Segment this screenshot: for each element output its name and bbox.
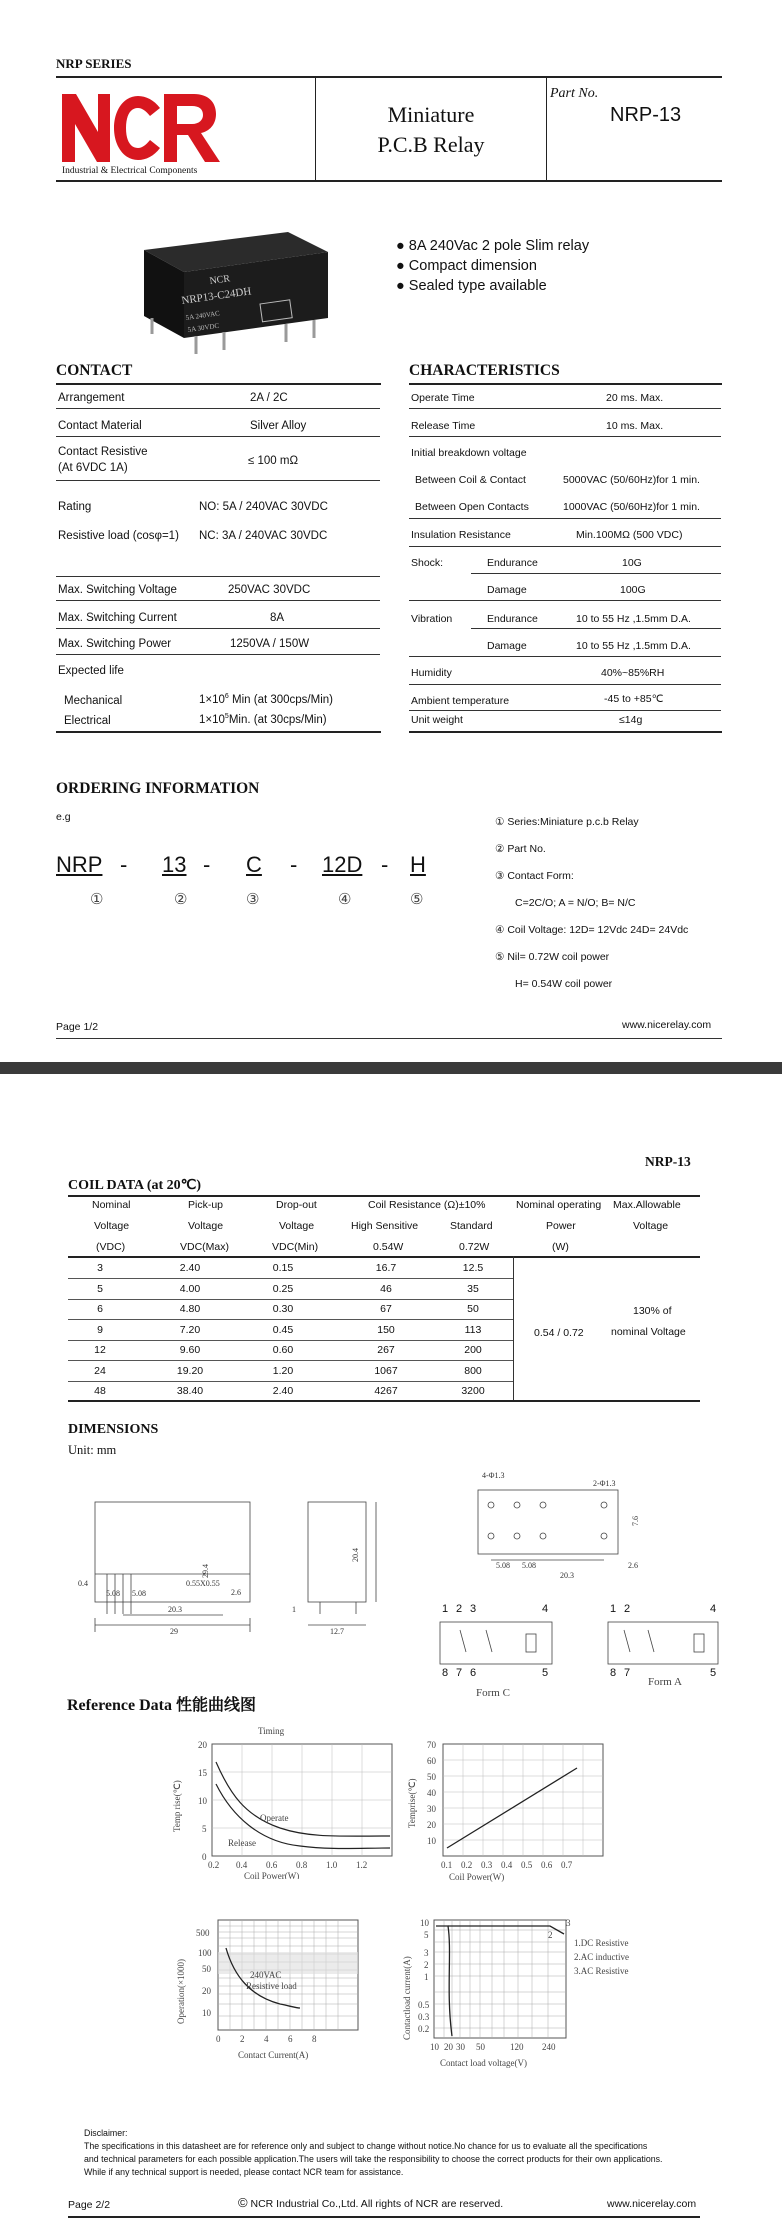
table-row (68, 1361, 513, 1382)
coil-head: 0.54W (373, 1241, 404, 1253)
svg-text:0.5: 0.5 (418, 2000, 430, 2010)
svg-text:1.0: 1.0 (326, 1860, 338, 1870)
svg-text:0.3: 0.3 (418, 2012, 430, 2022)
coil-head: Nominal operating (516, 1199, 602, 1211)
table-cell: 2.40 (272, 1385, 294, 1397)
page2-part: NRP-13 (645, 1154, 691, 1169)
graph-temprise (405, 1734, 615, 1884)
code-num: ① (90, 891, 104, 908)
coil-head: Max.Allowable (613, 1199, 681, 1211)
copyright-icon: © (238, 2195, 248, 2210)
graph1-title: Timing (258, 1726, 285, 1736)
page-divider (0, 1062, 782, 1074)
graph3-ylabel: Operation(×1000) (176, 1958, 186, 2024)
contact-value: 8A (270, 612, 285, 624)
code-voltage: 12D (322, 852, 363, 877)
relay-marking-rating2: 5A 30VDC (187, 321, 220, 334)
char-value: 20 ms. Max. (606, 392, 664, 404)
code-num: ④ (338, 891, 352, 908)
table-cell: 7.20 (179, 1323, 201, 1336)
char-value: Min.100MΩ (500 VDC) (576, 529, 683, 541)
eg-label: e.g (56, 811, 71, 823)
graph3-xlabel: Contact Current(A) (238, 2050, 309, 2060)
contact-label: Max. Switching Current (58, 612, 177, 624)
dimension-drawing (68, 1462, 728, 1712)
order-note: ⑤ Nil= 0.72W coil power (495, 951, 610, 963)
table-row (68, 1320, 513, 1341)
ncr-logo (56, 88, 246, 168)
pin-label: 8 (610, 1667, 617, 1679)
pin-label: 1 (610, 1603, 617, 1615)
svg-text:5: 5 (424, 1930, 429, 1940)
feature-list (396, 236, 589, 296)
coil-power-value: 0.54 / 0.72 (534, 1327, 584, 1339)
disclaimer-title: Disclaimer: (84, 2128, 128, 2138)
dim-front-w2: 29 (170, 1627, 178, 1636)
table-row (68, 1279, 513, 1300)
pin-label: 5 (542, 1667, 549, 1679)
svg-text:0.2: 0.2 (208, 1860, 220, 1870)
char-label: Shock: (411, 557, 444, 569)
char-value: 40%~85%RH (601, 667, 665, 679)
table-cell: 0.30 (272, 1303, 294, 1315)
pin-label: 7 (456, 1667, 463, 1679)
pin-label: 2 (624, 1603, 631, 1615)
dim-side-height: 20.4 (351, 1548, 360, 1562)
svg-text:0: 0 (202, 1852, 207, 1862)
table-cell: 0.45 (272, 1323, 294, 1336)
svg-text:500: 500 (196, 1928, 210, 1938)
char-label: Unit weight (411, 714, 463, 726)
graph4-curve-2: 2 (548, 1930, 553, 1940)
feature-item: ● 8A 240Vac 2 pole Slim relay (396, 238, 590, 254)
svg-text:2.AC inductive: 2.AC inductive (574, 1952, 629, 1962)
table-cell: 2.40 (179, 1262, 201, 1274)
pcb-dim-a: 5.08 (496, 1561, 510, 1570)
code-dash: - (381, 852, 389, 877)
coil-head: Voltage (633, 1220, 669, 1232)
part-no-value: NRP-13 (610, 104, 682, 126)
relay-marking-model: NRP13-C24DH (180, 285, 253, 307)
characteristics-heading: CHARACTERISTICS (409, 362, 560, 379)
contact-value: NC: 3A / 240VAC 30VDC (199, 530, 328, 542)
char-label: Insulation Resistance (411, 529, 511, 541)
dimensions-heading: DIMENSIONS (68, 1422, 159, 1437)
svg-text:3.AC Resistive: 3.AC Resistive (574, 1966, 629, 1976)
coil-heading: COIL DATA (at 20℃) (68, 1178, 202, 1193)
svg-text:40: 40 (427, 1788, 436, 1798)
contact-label: Contact Resistive (58, 446, 148, 458)
svg-text:1: 1 (424, 1972, 429, 1982)
feature-item: ● Sealed type available (396, 278, 547, 294)
table-row (68, 1381, 513, 1401)
code-dash: - (290, 852, 298, 877)
code-series: NRP (56, 852, 103, 877)
graph4-legend (574, 1938, 629, 1976)
pin-label: 4 (710, 1603, 717, 1615)
graph1-release-label: Release (228, 1838, 256, 1848)
code-dash: - (120, 852, 128, 877)
svg-text:0.6: 0.6 (541, 1860, 553, 1870)
coil-head: Voltage (188, 1220, 224, 1232)
pcb-hole-label: 4-Φ1.3 (482, 1471, 505, 1480)
logo-tagline: Industrial & Electrical Components (62, 166, 198, 176)
contact-value: 250VAC 30VDC (228, 584, 311, 596)
table-cell: 50 (467, 1303, 479, 1315)
svg-text:1.DC Resistive: 1.DC Resistive (574, 1938, 629, 1948)
graph4-xticks (430, 2042, 556, 2052)
svg-text:0.1: 0.1 (441, 1860, 453, 1870)
contact-label: Resistive load (cosφ=1) (58, 530, 179, 542)
page-2 (0, 1074, 782, 2237)
graph-operations (170, 1912, 380, 2062)
char-sub: Endurance (487, 613, 538, 625)
coil-head: Nominal (92, 1199, 131, 1211)
char-label: Vibration (411, 613, 453, 625)
coil-max-value: nominal Voltage (611, 1326, 686, 1338)
pcb-dim-c: 20.3 (560, 1571, 574, 1580)
graph1-yticks (198, 1740, 208, 1862)
svg-text:8: 8 (312, 2034, 317, 2044)
table-cell: 35 (467, 1282, 479, 1295)
table-cell: 4267 (374, 1385, 398, 1397)
code-form: C (246, 852, 262, 877)
table-cell: 12.5 (462, 1262, 484, 1274)
contact-value: NO: 5A / 240VAC 30VDC (199, 501, 328, 513)
ordering-notes (495, 809, 688, 998)
pin-label: 5 (710, 1667, 717, 1679)
part-no-label: Part No. (550, 86, 599, 101)
svg-text:1.2: 1.2 (356, 1860, 368, 1870)
contact-label: Contact Material (58, 420, 142, 432)
graph4-xlabel: Contact load voltage(V) (440, 2058, 527, 2068)
graph2-yticks (427, 1740, 437, 1846)
svg-text:0.2: 0.2 (461, 1860, 473, 1870)
graph4-ylabel: Contactload current(A) (402, 1956, 412, 2040)
table-cell: 24 (94, 1364, 106, 1377)
series-title: NRP SERIES (56, 56, 132, 71)
char-value: -45 to +85℃ (604, 693, 664, 705)
table-cell: 267 (377, 1344, 395, 1356)
char-value: 100G (620, 584, 646, 596)
char-sub: Damage (487, 640, 527, 652)
svg-text:2: 2 (240, 2034, 245, 2044)
coil-head: Coil Resistance (Ω)±10% (368, 1199, 486, 1211)
table-cell: 4.00 (179, 1282, 201, 1295)
char-label: Between Open Contacts (415, 501, 529, 513)
graph1-xticks (208, 1860, 367, 1870)
table-cell: 1067 (374, 1364, 398, 1377)
page2-footer-copyright: © NCR Industrial Co.,Ltd. All rights of NCR are reserved. (238, 2195, 504, 2210)
dimensions-unit: Unit: mm (68, 1443, 117, 1457)
form-a-label: Form A (648, 1676, 682, 1688)
product-title-line2: P.C.B Relay (377, 132, 485, 157)
table-cell: 1.20 (272, 1364, 294, 1377)
page2-footer-page: Page 2/2 (68, 2199, 111, 2211)
ordering-heading: ORDERING INFORMATION (56, 780, 260, 797)
page1-footer-url: www.nicerelay.com (622, 1019, 712, 1031)
table-cell: 0.15 (272, 1262, 294, 1274)
svg-text:0.8: 0.8 (296, 1860, 308, 1870)
table-cell: 150 (377, 1323, 395, 1336)
feature-item: ● Compact dimension (396, 258, 537, 274)
order-note: ① Series:Miniature p.c.b Relay (495, 816, 639, 828)
svg-text:70: 70 (427, 1740, 436, 1750)
graph4-yticks (418, 1918, 430, 2034)
coil-head: 0.72W (459, 1241, 490, 1253)
graph2-xlabel: Coil Power(W) (449, 1872, 505, 1882)
table-cell: 9.60 (179, 1344, 201, 1356)
page2-footer-url: www.nicerelay.com (607, 2198, 697, 2210)
svg-text:60: 60 (427, 1756, 436, 1766)
char-label: Between Coil & Contact (415, 474, 526, 486)
table-cell: 0.25 (272, 1282, 294, 1295)
contact-value: Silver Alloy (250, 420, 307, 432)
disclaimer (84, 2127, 724, 2179)
dim-front-w1: 20.3 (168, 1605, 182, 1614)
pcb-dim-d: 7.6 (631, 1516, 640, 1526)
pin-label: 2 (456, 1603, 463, 1615)
char-value: 10 to 55 Hz ,1.5mm D.A. (576, 640, 691, 652)
coil-head: VDC(Min) (272, 1241, 319, 1253)
contact-value: $1\times 10^5Min$. (at 30cps/Min) (199, 713, 327, 726)
char-value: 10G (622, 557, 642, 569)
dim-pitch1: 5.08 (106, 1589, 120, 1598)
product-title-line1: Miniature (387, 102, 475, 127)
code-dash: - (203, 852, 211, 877)
svg-text:10: 10 (198, 1796, 207, 1806)
char-label: Operate Time (411, 392, 475, 404)
order-note: H= 0.54W coil power (515, 978, 613, 990)
graph4-curve-3: 3 (566, 1918, 571, 1928)
svg-text:0: 0 (216, 2034, 221, 2044)
contact-label: Expected life (58, 665, 124, 677)
form-c-label: Form C (476, 1687, 510, 1699)
coil-head: Drop-out (276, 1199, 317, 1211)
coil-head: (VDC) (96, 1241, 126, 1253)
order-note: ④ Coil Voltage: 12D= 12Vdc 24D= 24Vdc (495, 924, 689, 936)
graph-timing (170, 1724, 410, 1879)
svg-text:20: 20 (427, 1820, 436, 1830)
pin-label: 3 (470, 1603, 477, 1615)
table-cell: 0.60 (272, 1344, 294, 1356)
code-num: ② (174, 891, 188, 908)
pin-label: 7 (624, 1667, 631, 1679)
coil-head: Voltage (94, 1220, 130, 1232)
table-cell: 12 (94, 1344, 106, 1356)
pin-label: 8 (442, 1667, 449, 1679)
char-sub: Damage (487, 584, 527, 596)
svg-text:10: 10 (430, 2042, 439, 2052)
graph3-yticks (196, 1928, 212, 2018)
table-row (68, 1299, 513, 1320)
graph-load-current (400, 1912, 680, 2072)
table-cell: 3 (97, 1262, 103, 1274)
graph3-xticks (216, 2034, 317, 2044)
code-power: H (410, 852, 426, 877)
table-cell: 38.40 (176, 1385, 204, 1397)
dim-pin-c: 2.6 (231, 1588, 241, 1597)
pcb-dim-e: 2.6 (628, 1561, 638, 1570)
table-cell: 67 (380, 1303, 392, 1315)
graph3-curve2-label: Resistive load (246, 1981, 297, 1991)
svg-text:100: 100 (198, 1948, 212, 1958)
table-cell: 6 (97, 1303, 103, 1315)
char-sub: Endurance (487, 557, 538, 569)
disclaimer-line: While if any technical support is needed, please contact NCR team for assistance. (84, 2167, 404, 2177)
contact-value: ≤ 100 mΩ (248, 455, 299, 467)
svg-text:4: 4 (264, 2034, 269, 2044)
code-part: 13 (162, 852, 187, 877)
contact-label: Rating (58, 501, 92, 513)
code-num: ③ (246, 891, 260, 908)
table-cell: 200 (464, 1344, 482, 1356)
coil-head: Standard (450, 1220, 493, 1232)
coil-head: Pick-up (188, 1199, 224, 1211)
dim-front-height: 29.4 (201, 1564, 210, 1578)
svg-text:2: 2 (424, 1960, 429, 1970)
char-label: Initial breakdown voltage (411, 447, 527, 459)
table-cell: 46 (380, 1282, 392, 1295)
relay-image (136, 218, 336, 358)
order-note: ③ Contact Form: (495, 870, 574, 882)
graph3-curve-label: 240VAC (250, 1970, 282, 1980)
disclaimer-line: and technical parameters for each possible application.The users will take the responsibility to choose the correct products for their own applications. (84, 2154, 663, 2164)
svg-text:10: 10 (202, 2008, 211, 2018)
svg-text:120: 120 (510, 2042, 524, 2052)
svg-text:0.7: 0.7 (561, 1860, 573, 1870)
dim-pin-b: 0.55X0.55 (186, 1579, 220, 1588)
coil-head: (W) (552, 1241, 569, 1253)
table-cell: 19.20 (176, 1364, 204, 1377)
table-cell: 9 (97, 1323, 103, 1336)
pin-label: 6 (470, 1667, 477, 1679)
page1-footer-page: Page 1/2 (56, 1021, 99, 1033)
char-value: 1000VAC (50/60Hz)for 1 min. (563, 501, 700, 513)
svg-text:0.2: 0.2 (418, 2024, 430, 2034)
svg-text:0.3: 0.3 (481, 1860, 493, 1870)
table-cell: 4.80 (179, 1303, 201, 1315)
contact-label: Arrangement (58, 392, 125, 404)
order-note: ② Part No. (495, 843, 546, 855)
pcb-dim-b: 5.08 (522, 1561, 536, 1570)
char-value: ≤14g (619, 714, 643, 726)
product-title (320, 100, 542, 160)
dim-side-1: 1 (292, 1605, 296, 1614)
graph1-ylabel: Temp rise(℃) (172, 1780, 182, 1832)
svg-text:0.6: 0.6 (266, 1860, 278, 1870)
contact-label: Electrical (64, 715, 111, 727)
coil-head: VDC(Max) (180, 1241, 229, 1253)
pin-label: 1 (442, 1603, 449, 1615)
code-num: ⑤ (410, 891, 424, 908)
char-label: Release Time (411, 420, 476, 432)
char-value: 5000VAC (50/60Hz)for 1 min. (563, 474, 700, 486)
contact-label: Max. Switching Voltage (58, 584, 177, 596)
svg-text:15: 15 (198, 1768, 207, 1778)
reference-heading: Reference Data 性能曲线图 (67, 1697, 256, 1714)
svg-text:0.4: 0.4 (501, 1860, 513, 1870)
table-cell: 16.7 (375, 1262, 397, 1274)
svg-text:6: 6 (288, 2034, 293, 2044)
graph2-ylabel: Temprise(℃) (407, 1778, 417, 1828)
svg-text:30: 30 (427, 1804, 436, 1814)
svg-text:10: 10 (427, 1836, 436, 1846)
coil-head: Power (546, 1220, 576, 1232)
svg-text:50: 50 (202, 1964, 211, 1974)
svg-text:20: 20 (198, 1740, 207, 1750)
table-row (68, 1258, 513, 1279)
char-value: 10 ms. Max. (606, 420, 664, 432)
ncr-logo-mark (56, 88, 246, 168)
char-label: Ambient temperature (411, 695, 510, 707)
svg-text:10: 10 (420, 1918, 429, 1928)
pcb-hole2-label: 2-Φ1.3 (593, 1479, 616, 1488)
contact-heading: CONTACT (56, 362, 133, 379)
char-label: Humidity (411, 667, 452, 679)
svg-text:20: 20 (444, 2042, 453, 2052)
table-cell: 48 (94, 1385, 106, 1397)
dim-side-width: 12.7 (330, 1627, 344, 1636)
relay-marking-brand: NCR (208, 273, 231, 287)
order-note: C=2C/O; A = N/O; B= N/C (515, 897, 636, 909)
table-cell: 113 (464, 1323, 482, 1336)
table-cell: 3200 (461, 1385, 485, 1397)
coil-head: Voltage (279, 1220, 315, 1232)
svg-text:0.5: 0.5 (521, 1860, 533, 1870)
graph1-operate-label: Operate (260, 1813, 289, 1823)
contact-label: Max. Switching Power (58, 638, 172, 650)
contact-value: 1250VA / 150W (230, 638, 310, 650)
dim-pitch2: 5.08 (132, 1589, 146, 1598)
contact-label: Mechanical (64, 695, 123, 707)
svg-text:50: 50 (476, 2042, 485, 2052)
table-row (68, 1340, 513, 1361)
svg-text:3: 3 (424, 1948, 429, 1958)
svg-text:50: 50 (427, 1772, 436, 1782)
contact-value: $1\times 10^6$ Min (at 300cps/Min) (199, 693, 333, 706)
contact-label: (At 6VDC 1A) (58, 462, 128, 474)
table-cell: 800 (464, 1364, 482, 1377)
relay-marking-rating1: 5A 240VAC (185, 309, 221, 322)
pin-label: 4 (542, 1603, 549, 1615)
svg-text:5: 5 (202, 1824, 207, 1834)
svg-text:20: 20 (202, 1986, 211, 1996)
svg-text:0.4: 0.4 (236, 1860, 248, 1870)
table-cell: 5 (97, 1282, 103, 1295)
page-1 (0, 0, 782, 1072)
dim-pin-a: 0.4 (78, 1579, 88, 1588)
char-value: 10 to 55 Hz ,1.5mm D.A. (576, 613, 691, 625)
graph2-xticks (441, 1860, 573, 1870)
coil-head: High Sensitive (351, 1220, 419, 1232)
svg-text:240: 240 (542, 2042, 556, 2052)
graph1-xlabel: Coil Power(W) (244, 1871, 300, 1879)
svg-text:30: 30 (456, 2042, 465, 2052)
disclaimer-line: The specifications in this datasheet are for reference only and subject to change without notice.No chance for us to evaluate all the specifications (84, 2141, 648, 2151)
contact-value: 2A / 2C (250, 392, 288, 404)
coil-max-value: 130% of (633, 1305, 672, 1317)
